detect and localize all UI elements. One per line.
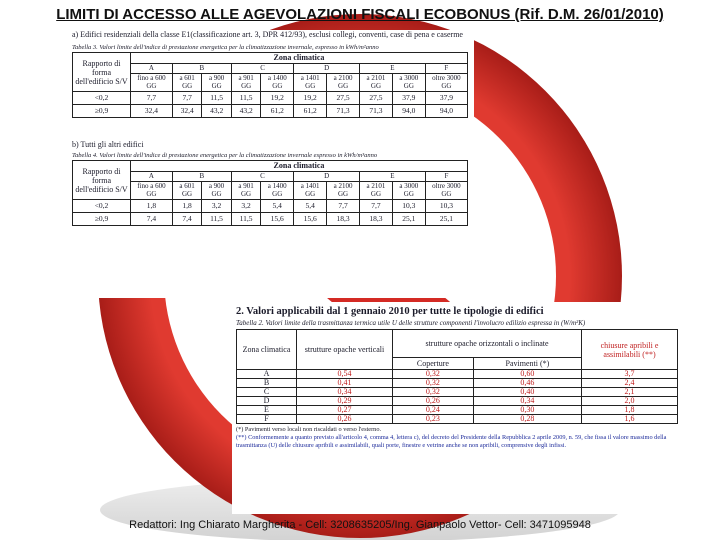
coperture-cell: 0,32: [393, 388, 474, 397]
sv-cell: ≥0,9: [73, 105, 131, 118]
value-cell: 37,9: [392, 92, 425, 105]
value-cell: 32,4: [172, 105, 202, 118]
gg-header: a 601 GG: [172, 182, 201, 200]
gg-header: a 1400 GG: [261, 182, 294, 200]
footnote-1: (*) Pavimenti verso locali non riscaldati o verso l'esterno.: [236, 426, 382, 433]
table-row: [73, 92, 468, 105]
section-b-heading: b) Tutti gli altri edifici: [72, 140, 144, 149]
chiusure-cell: 3,7: [582, 370, 678, 379]
gg-header: oltre 3000 GG: [425, 74, 467, 92]
verticali-cell: 0,41: [297, 379, 393, 388]
zone-e: E: [360, 63, 426, 74]
zone-b: B: [172, 171, 231, 182]
gg-header: a 1401 GG: [294, 182, 327, 200]
chiusure-cell: 1,8: [582, 406, 678, 415]
coperture-cell: 0,23: [393, 415, 474, 424]
zone-d: D: [294, 171, 360, 182]
gg-header: fino a 600 GG: [131, 182, 173, 200]
scan-residential-and-other-buildings: [68, 30, 474, 298]
value-cell: 15,6: [261, 213, 294, 226]
chiusure-cell: 2,4: [582, 379, 678, 388]
gg-header: a 900 GG: [202, 74, 232, 92]
gg-header: fino a 600 GG: [131, 74, 173, 92]
value-cell: 7,7: [131, 92, 173, 105]
chiusure-cell: 2,1: [582, 388, 678, 397]
verticali-cell: 0,27: [297, 406, 393, 415]
gg-header: a 1401 GG: [294, 74, 327, 92]
gg-header: a 2100 GG: [327, 182, 360, 200]
table-row: [237, 388, 678, 397]
zone-a: A: [131, 171, 173, 182]
value-cell: 1,8: [131, 200, 173, 213]
zona-cell: B: [237, 379, 297, 388]
value-cell: 37,9: [425, 92, 467, 105]
table-row: [73, 105, 468, 118]
zona-cell: C: [237, 388, 297, 397]
table-row: [237, 415, 678, 424]
section-2-heading: 2. Valori applicabili dal 1 gennaio 2010 per tutte le tipologie di edifici: [236, 306, 544, 317]
value-cell: 61,2: [294, 105, 327, 118]
value-cell: 19,2: [294, 92, 327, 105]
table-row: [73, 213, 468, 226]
sv-cell: <0,2: [73, 200, 131, 213]
value-cell: 1,8: [172, 200, 201, 213]
value-cell: 25,1: [425, 213, 467, 226]
verticali-cell: 0,54: [297, 370, 393, 379]
zona-cell: D: [237, 397, 297, 406]
value-cell: 18,3: [327, 213, 360, 226]
table-3: [72, 52, 468, 118]
zone-a: A: [131, 63, 173, 74]
value-cell: 3,2: [202, 200, 232, 213]
value-cell: 3,2: [231, 200, 261, 213]
pavimenti-cell: 0,40: [473, 388, 581, 397]
gg-header: a 2101 GG: [360, 74, 393, 92]
value-cell: 61,2: [261, 105, 294, 118]
table-row: [237, 370, 678, 379]
gg-header: a 3000 GG: [392, 182, 425, 200]
slide-title: LIMITI DI ACCESSO ALLE AGEVOLAZIONI FISCALI ECOBONUS (Rif. D.M. 26/01/2010): [56, 6, 664, 23]
gg-header: a 1400 GG: [261, 74, 294, 92]
chiusure-cell: 2,0: [582, 397, 678, 406]
value-cell: 94,0: [425, 105, 467, 118]
value-cell: 43,2: [231, 105, 261, 118]
footnote-2: (**) Conformemente a quanto previsto all'articolo 4, comma 4, lettera c), del decreto del Presidente della Repubblica 2 aprile 2009, n. 59, che fissa il valore massimo della trasmittanza (U) delle chiusure apribili e assimilabili, quali porte, finestre e vetrine anche se non apribili, comprensive degli infissi.: [236, 434, 667, 449]
chiusure-cell: 1,6: [582, 415, 678, 424]
table-4: [72, 160, 468, 226]
value-cell: 32,4: [131, 105, 173, 118]
value-cell: 71,3: [327, 105, 360, 118]
pavimenti-cell: 0,34: [473, 397, 581, 406]
zone-b: B: [172, 63, 231, 74]
gg-header: a 2101 GG: [360, 182, 393, 200]
value-cell: 11,5: [231, 213, 261, 226]
gg-header: a 901 GG: [231, 74, 261, 92]
value-cell: 71,3: [360, 105, 393, 118]
rapporto-header: Rapporto di forma dell'edificio S/V: [73, 53, 131, 92]
zona-cell: A: [237, 370, 297, 379]
table-row: [73, 200, 468, 213]
sv-cell: <0,2: [73, 92, 131, 105]
value-cell: 27,5: [327, 92, 360, 105]
zona-cell: E: [237, 406, 297, 415]
zona-header: Zona climatica: [237, 330, 297, 370]
gg-header: a 601 GG: [172, 74, 202, 92]
authors-footer: Redattori: Ing Chiarato Margherita - Cell: 3208635205/Ing. Gianpaolo Vettor- Cell: 3471095948: [129, 519, 591, 531]
gg-header: oltre 3000 GG: [425, 182, 467, 200]
rapporto-header: Rapporto di forma dell'edificio S/V: [73, 161, 131, 200]
footnotes: [232, 424, 684, 450]
gg-header: a 3000 GG: [392, 74, 425, 92]
table-2-caption: Tabella 2. Valori limite della trasmittanza termica utile U delle strutture componenti l'involucro edilizio espressa in (W/m²K): [236, 319, 586, 327]
verticali-cell: 0,26: [297, 415, 393, 424]
coperture-cell: 0,24: [393, 406, 474, 415]
value-cell: 11,5: [202, 92, 232, 105]
value-cell: 7,7: [327, 200, 360, 213]
value-cell: 18,3: [360, 213, 393, 226]
verticali-cell: 0,34: [297, 388, 393, 397]
zone-c: C: [231, 63, 293, 74]
zone-c: C: [231, 171, 293, 182]
value-cell: 5,4: [294, 200, 327, 213]
sv-cell: ≥0,9: [73, 213, 131, 226]
value-cell: 11,5: [231, 92, 261, 105]
orizzontali-header: strutture opache orizzontali o inclinate: [393, 330, 582, 358]
table-3-caption: Tabella 3. Valori limite dell'indice di prestazione energetica per la climatizzazione invernale, espresso in kWh/m²anno: [72, 44, 379, 51]
zone-d: D: [294, 63, 360, 74]
zone-e: E: [360, 171, 426, 182]
pavimenti-cell: 0,60: [473, 370, 581, 379]
gg-header: a 900 GG: [202, 182, 232, 200]
zone-f: F: [425, 171, 467, 182]
pavimenti-header: Pavimenti (*): [473, 358, 581, 370]
scan-transmittance-table: [232, 302, 684, 514]
gg-header: a 2100 GG: [327, 74, 360, 92]
value-cell: 43,2: [202, 105, 232, 118]
value-cell: 7,4: [172, 213, 201, 226]
value-cell: 10,3: [425, 200, 467, 213]
gg-header: a 901 GG: [231, 182, 261, 200]
table-row: [237, 406, 678, 415]
coperture-cell: 0,32: [393, 379, 474, 388]
coperture-cell: 0,32: [393, 370, 474, 379]
table-2: [236, 329, 678, 424]
chiusure-header: chiusure apribili e assimilabili (**): [582, 330, 678, 370]
value-cell: 7,4: [131, 213, 173, 226]
value-cell: 94,0: [392, 105, 425, 118]
section-a-heading: a) Edifici residenziali della classe E1(classificazione art. 3, DPR 412/93), esclusi collegi, conventi, case di pena e caserme: [72, 30, 463, 39]
value-cell: 19,2: [261, 92, 294, 105]
pavimenti-cell: 0,46: [473, 379, 581, 388]
verticali-cell: 0,29: [297, 397, 393, 406]
table-4-caption: Tabella 4. Valori limite dell'indice di prestazione energetica per la climatizzazione invernale espresso in kWh/m³anno: [72, 152, 378, 159]
value-cell: 15,6: [294, 213, 327, 226]
pavimenti-cell: 0,30: [473, 406, 581, 415]
value-cell: 11,5: [202, 213, 232, 226]
value-cell: 7,7: [172, 92, 202, 105]
table-row: [237, 379, 678, 388]
value-cell: 27,5: [360, 92, 393, 105]
verticali-header: strutture opache verticali: [297, 330, 393, 370]
coperture-header: Coperture: [393, 358, 474, 370]
value-cell: 7,7: [360, 200, 393, 213]
pavimenti-cell: 0,28: [473, 415, 581, 424]
zona-cell: F: [237, 415, 297, 424]
table-row: [237, 397, 678, 406]
zona-header: Zona climatica: [131, 53, 468, 64]
value-cell: 5,4: [261, 200, 294, 213]
value-cell: 25,1: [392, 213, 425, 226]
coperture-cell: 0,26: [393, 397, 474, 406]
zona-header: Zona climatica: [131, 161, 468, 172]
zone-f: F: [425, 63, 467, 74]
value-cell: 10,3: [392, 200, 425, 213]
